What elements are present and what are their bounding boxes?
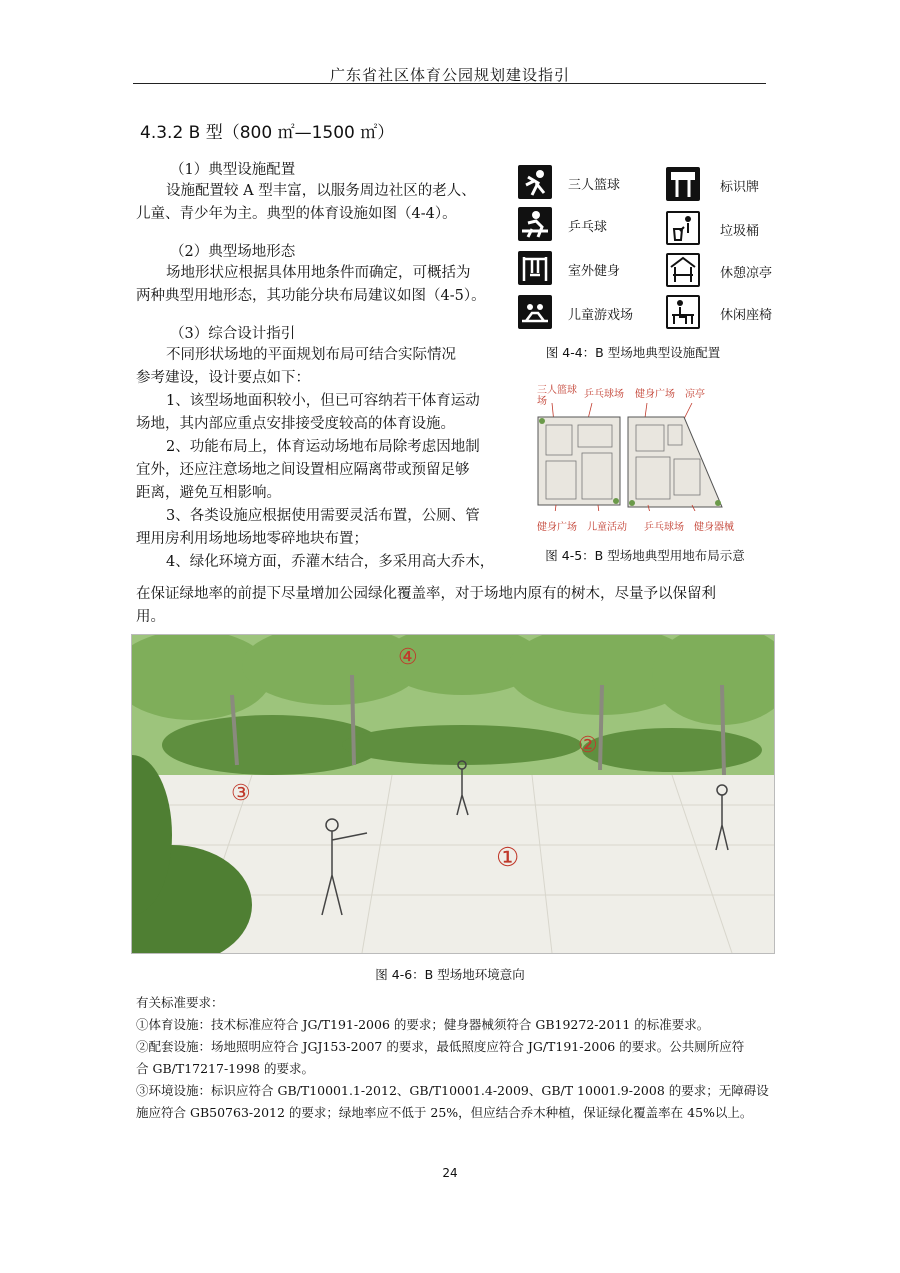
subsection-3-text: 不同形状场地的平面规划布局可结合实际情况 参考建设，设计要点如下： 1、该型场地面积较小，但已可容纳若干体育运动 场地，其内部应重点安排接受度较高的体育设施。 2、功能布局上，体育运动场地布局除考虑因地制 宜外，还应注意场地之间设置相应隔离带或预留足够 距离，避免互相影响。 3、各类设施应根据使用需要灵活布置，公厕、管 理用房利用场地场地零碎地块布置； 4、绿化环境方面，乔灌木结合，多采用高大乔木， [136,347,495,570]
header-divider [133,83,766,84]
trash-bin-icon [666,211,700,245]
bench-icon [666,295,700,329]
requirements-title: 有关标准要求： [136,995,224,1010]
section-heading: 4.3.2 B 型（800 ㎡—1500 ㎡） [140,123,395,143]
figure-4-6-caption: 图 4-6：B 型场地环境意向 [375,967,525,982]
layout-label-top: 乒乓球场 [584,389,624,400]
pavilion-icon [666,253,700,287]
environment-illustration [131,634,775,954]
requirement-line: 施应符合 GB50763-2012 的要求；绿地率应不低于 25%，但应结合乔木种植，保证绿化覆盖率在 45%以上。 [136,1105,753,1120]
layout-label-top: 凉亭 [685,389,705,400]
illustration-marker: ③ [231,781,251,806]
subsection-3-title: （3）综合设计指引 [170,326,296,342]
layout-figure [532,385,742,535]
figure-4-5-caption: 图 4-5：B 型场地典型用地布局示意 [545,548,745,563]
subsection-2-title: （2）典型场地形态 [170,244,296,260]
layout-label-top: 健身广场 [635,389,675,400]
requirement-line: ①体育设施：技术标准应符合 JG/T191-2006 的要求；健身器械须符合 GB19272-2011 的标准要求。 [136,1017,710,1032]
page-header-title: 广东省社区体育公园规划建设指引 [329,66,570,84]
signboard-icon [666,167,700,201]
requirement-line: 合 GB/T17217-1998 的要求。 [136,1061,314,1076]
layout-label-bottom: 儿童活动 [587,522,627,533]
illustration-marker: ② [578,733,598,758]
figure-4-4-caption: 图 4-4：B 型场地典型设施配置 [545,345,721,360]
layout-label-bottom: 健身广场 [537,522,577,533]
park-sketch [132,635,774,953]
subsection-1-text: 设施配置较 A 型丰富，以服务周边社区的老人、 儿童、青少年为主。典型的体育设施如图（4-4）。 [136,183,476,222]
paragraph-wide: 在保证绿地率的前提下尽量增加公园绿化覆盖率，对于场地内原有的树木，尽量予以保留利 用。 [136,586,716,625]
table-tennis-icon [518,207,552,241]
layout-plans [532,403,742,511]
subsection-1-title: （1）典型设施配置 [170,162,296,178]
subsection-2-text: 场地形状应根据具体用地条件而确定，可概括为 两种典型用地形态，其功能分块布局建议如图（4-5）。 [136,265,486,304]
layout-label-top: 三人篮球场 [537,385,577,407]
illustration-marker: ① [496,843,520,873]
requirement-line: ③环境设施：标识应符合 GB/T10001.1-2012、GB/T10001.4-2009、GB/T 10001.9-2008 的要求；无障碍设 [136,1083,769,1098]
requirements-list [136,1014,786,1124]
fitness-icon [518,251,552,285]
page-number: 24 [442,1166,458,1180]
layout-label-bottom: 健身器械 [694,522,734,533]
requirement-line: ②配套设施：场地照明应符合 JGJ153-2007 的要求，最低照度应符合 JG/T191-2006 的要求。公共厕所应符 [136,1039,745,1054]
playground-icon [518,295,552,329]
facility-icons-figure: 三人篮球 乒乓球 室外健身 儿童游戏场 标识牌 垃圾桶 休憩凉亭 休闲座椅 [518,165,778,335]
layout-label-bottom: 乒乓球场 [644,522,684,533]
illustration-marker: ④ [398,645,418,670]
basketball-icon [518,165,552,199]
